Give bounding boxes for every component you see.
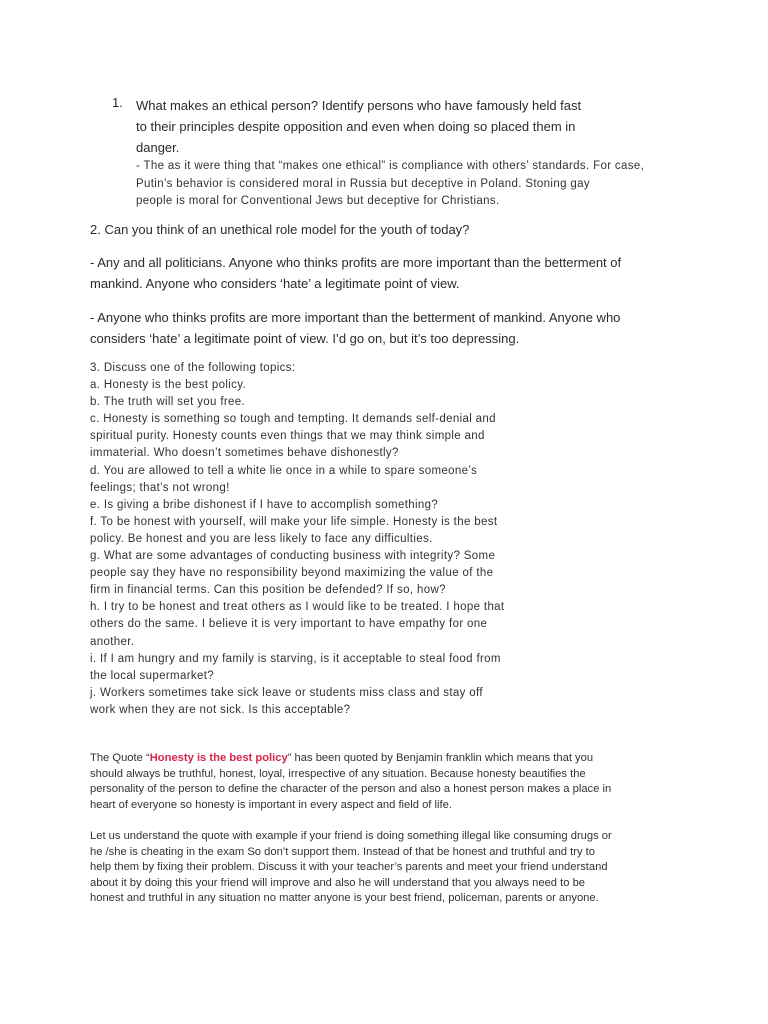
essay-line: honest and truthful in any situation no matter anyone is your best friend, policeman, parents or anyone. xyxy=(90,892,599,904)
topic-line: policy. Be honest and you are less likely to face any difficulties. xyxy=(90,532,433,545)
answer-2-paragraph-1 xyxy=(90,252,621,294)
quote-highlight: Honesty is the best policy xyxy=(149,752,288,764)
topic-line: h. I try to be honest and treat others as I would like to be treated. I hope that xyxy=(90,601,505,614)
topic-line: d. You are allowed to tell a white lie once in a while to spare someone’s xyxy=(90,464,478,477)
answer-2-line: considers ‘hate’ a legitimate point of view. I’d go on, but it’s too depressing. xyxy=(90,331,520,346)
essay-line: he /she is cheating in the exam So don’t support them. Instead of that be honest and truthful and try to xyxy=(90,845,595,858)
topic-line: spiritual purity. Honesty counts even things that we may think simple and xyxy=(90,430,485,443)
answer-1-line: people is moral for Conventional Jews but deceptive for Christians. xyxy=(136,195,500,207)
essay-line: Let us understand the quote with example if your friend is doing something illegal like consuming drugs or xyxy=(90,830,612,842)
answer-1-line: Putin’s behavior is considered moral in Russia but deceptive in Poland. Stoning gay xyxy=(136,177,590,190)
topic-line: work when they are not sick. Is this acceptable? xyxy=(90,703,351,716)
essay-line: help them by fixing their problem. Discuss it with your teacher’s parents and meet your friend understand xyxy=(90,861,608,873)
topic-line: the local supermarket? xyxy=(90,669,215,682)
topic-line: a. Honesty is the best policy. xyxy=(90,379,247,392)
essay-paragraph-2 xyxy=(90,829,690,907)
essay-line: heart of everyone so honesty is important in every aspect and field of life. xyxy=(90,798,452,811)
quote-prefix: The Quote “ xyxy=(90,752,150,764)
question-3-line: 3. Discuss one of the following topics: xyxy=(90,362,296,374)
topic-line: firm in financial terms. Can this position be defended? If so, how? xyxy=(90,584,446,597)
question-1-line: What makes an ethical person? Identify persons who have famously held fast xyxy=(136,98,582,113)
answer-2-line: - Anyone who thinks profits are more important than the betterment of mankind. Anyone who xyxy=(90,310,621,325)
question-3 xyxy=(90,360,504,719)
essay-line: personality of the person to define the character of the person and also a honest person makes a place in xyxy=(90,783,612,795)
topic-line: g. What are some advantages of conducting business with integrity? Some xyxy=(90,550,496,563)
topic-line: b. The truth will set you free. xyxy=(90,396,246,409)
topic-line: e. Is giving a bribe dishonest if I have to accomplish something? xyxy=(90,498,439,511)
question-1-number: 1. xyxy=(112,95,123,110)
essay-line xyxy=(90,751,690,767)
topic-line: another. xyxy=(90,635,135,648)
essay-line: should always be truthful, honest, loyal, irrespective of any situation. Because honesty beautifies the xyxy=(90,767,586,780)
answer-2-line: - Any and all politicians. Anyone who thinks profits are more important than the betterment of xyxy=(90,255,622,270)
topic-line: f. To be honest with yourself, will make your life simple. Honesty is the best xyxy=(90,515,498,528)
essay-line: about it by doing this your friend will improve and also he will understand that you always need to be xyxy=(90,876,586,889)
question-1-body xyxy=(136,95,696,211)
essay-paragraph-1 xyxy=(90,751,690,813)
quote-suffix: ” has been quoted by Benjamin franklin which means that you xyxy=(287,752,594,764)
topic-line: c. Honesty is something so tough and tempting. It demands self-denial and xyxy=(90,413,496,426)
topic-line: immaterial. Who doesn’t sometimes behave dishonestly? xyxy=(90,447,399,460)
question-1-line: danger. xyxy=(136,140,180,155)
question-2: 2. Can you think of an unethical role model for the youth of today? xyxy=(90,222,470,237)
topic-line: others do the same. I believe it is very important to have empathy for one xyxy=(90,618,488,631)
topic-line: feelings; that’s not wrong! xyxy=(90,481,230,494)
topic-line: j. Workers sometimes take sick leave or students miss class and stay off xyxy=(90,686,483,699)
answer-2-paragraph-2 xyxy=(90,307,620,349)
topic-line: i. If I am hungry and my family is starving, is it acceptable to steal food from xyxy=(90,652,501,665)
answer-2-line: mankind. Anyone who considers ‘hate’ a legitimate point of view. xyxy=(90,276,460,291)
topic-line: people say they have no responsibility beyond maximizing the value of the xyxy=(90,567,494,580)
answer-1-line: - The as it were thing that “makes one ethical” is compliance with others’ standards. For case, xyxy=(136,160,645,172)
question-1-line: to their principles despite opposition and even when doing so placed them in xyxy=(136,119,576,134)
